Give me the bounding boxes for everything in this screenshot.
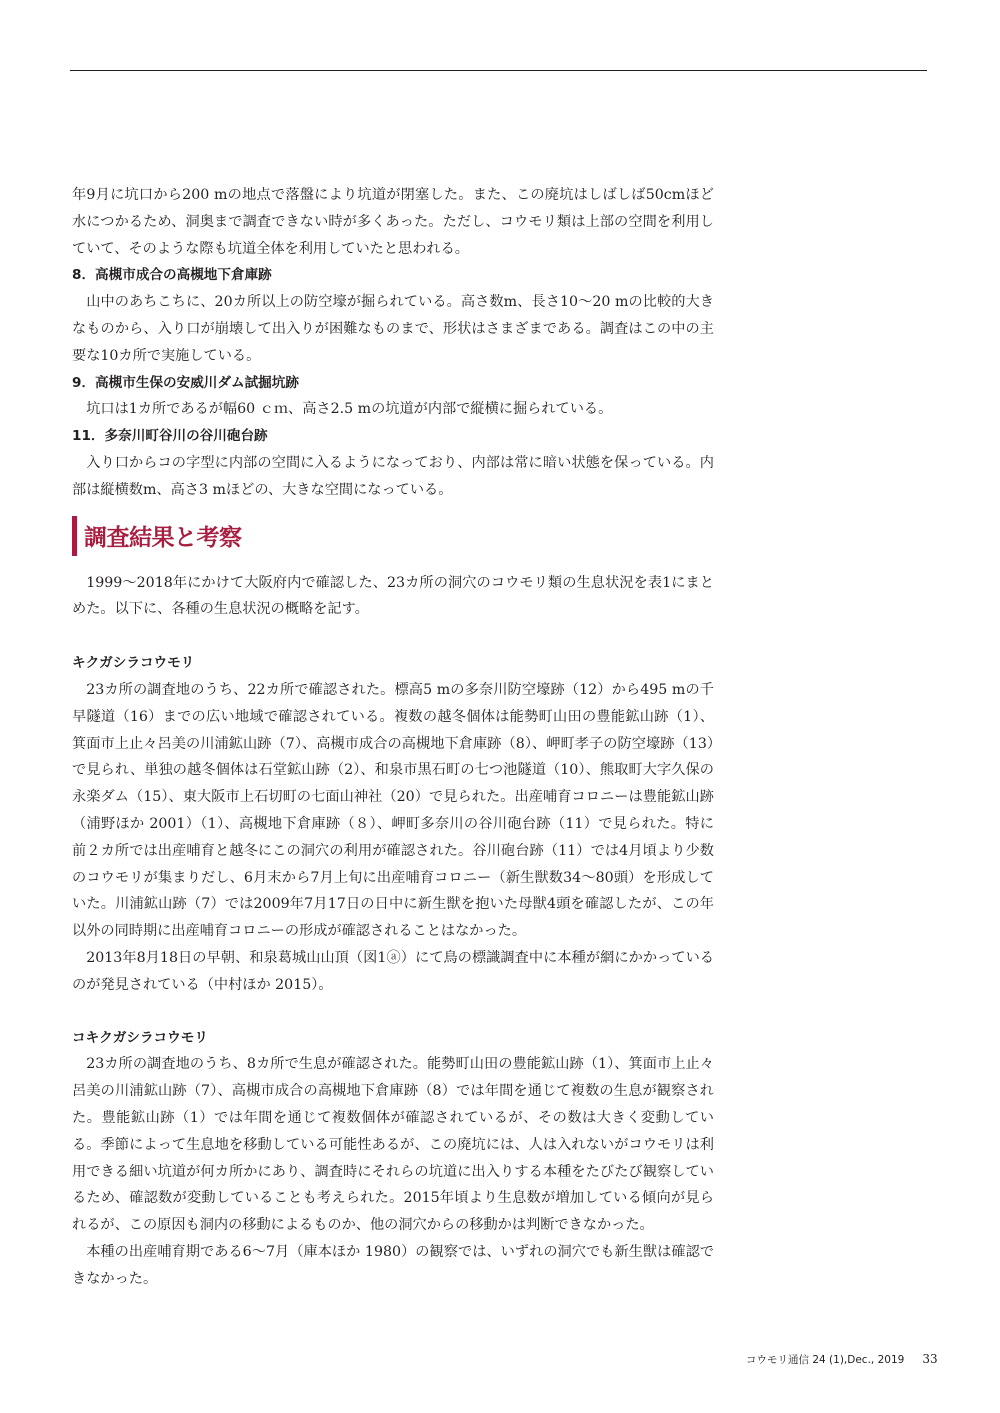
article-body <box>72 182 714 1292</box>
journal-citation: コウモリ通信 24 (1),Dec., 2019 <box>746 1354 905 1366</box>
site-text-8: 山中のあちこちに、20カ所以上の防空壕が掘られている。高さ数m、長さ10〜20 mの比較的大きなものから、入り口が崩壊して出入りが困難なものまで、形状はさまざまである。調査はこの中の主要な10カ所で実施している。 <box>72 294 715 364</box>
site-text-9: 坑口は1カ所であるが幅60 ｃｍ、高さ2.5 mの坑道が内部で縦横に掘られている。 <box>86 401 613 418</box>
species-heading-kikugashira: キクガシラコウモリ <box>72 655 195 672</box>
section-intro: 1999〜2018年にかけて大阪府内で確認した、23カ所の洞穴のコウモリ類の生息状況を表1にまとめた。以下に、各種の生息状況の概略を記す。 <box>72 574 714 618</box>
site-text-11: 入り口からコの字型に内部の空間に入るようになっており、内部は常に暗い状態を保っている。内部は縦横数m、高さ3 mほどの、大きな空間になっている。 <box>72 454 714 498</box>
section-title-text: 調査結果と考察 <box>84 525 242 552</box>
species-heading-kokikugashira: コキクガシラコウモリ <box>72 1029 208 1046</box>
species-paragraph: 23カ所の調査地のうち、22カ所で確認された。標高5 mの多奈川防空壕跡（12）から495 mの千早隧道（16）までの広い地域で確認されている。複数の越冬個体は能勢町山田の豊能鉱山跡（1）、箕面市上止々呂美の川浦鉱山跡（7）、高槻市成合の高槻地下倉庫跡（8）、岬町孝子の防空壕跡（13）で見られ、単独の越冬個体は石堂鉱山跡（2）、和泉市黒石町の七つ池隧道（10）、熊取町大字久保の永楽ダム（15）、東大阪市上石切町の七面山神社（20）で見られた。出産哺育コロニーは豊能鉱山跡（浦野ほか 2001）（1）、高槻地下倉庫跡（８）、岬町多奈川の谷川砲台跡（11）で見られた。特に前２カ所では出産哺育と越冬にこの洞穴の利用が確認された。谷川砲台跡（11）では4月頃より少数のコウモリが集まりだし、6月末から7月上旬に出産哺育コロニー（新生獣数34〜80頭）を形成していた。川浦鉱山跡（7）では2009年7月17日の日中に新生獣を抱いた母獣4頭を確認したが、この年以外の同時期に出産哺育コロニーの形成が確認されることはなかった。 <box>72 681 714 940</box>
section-title-bar <box>72 516 77 556</box>
section-title <box>72 516 714 556</box>
intro-paragraph: 年9月に坑口から200 mの地点で落盤により坑道が閉塞した。また、この廃坑はしばしば50cmほど水につかるため、洞奥まで調査できない時が多くあった。ただし、コウモリ類は上部の空間を利用していて、そのような際も坑道全体を利用していたと思われる。 <box>72 187 714 257</box>
species-paragraph: 2013年8月18日の早朝、和泉葛城山山頂（図1ⓐ）にて鳥の標識調査中に本種が網にかかっているのが発見されている（中村ほか 2015）。 <box>72 949 714 993</box>
site-heading-9: 9．高槻市生保の安威川ダム試掘坑跡 <box>72 374 299 391</box>
site-heading-8: 8．高槻市成合の高槻地下倉庫跡 <box>72 267 272 284</box>
spacer <box>72 623 714 650</box>
spacer <box>72 999 714 1025</box>
species-paragraph: 23カ所の調査地のうち、8カ所で生息が確認された。能勢町山田の豊能鉱山跡（1）、箕面市上止々呂美の川浦鉱山跡（7）、高槻市成合の高槻地下倉庫跡（8）では年間を通じて複数の生息が観察された。豊能鉱山跡（1）では年間を通じて複数個体が確認されているが、その数は大きく変動している。季節によって生息地を移動している可能性あるが、この廃坑には、人は入れないがコウモリは利用できる細い坑道が何カ所かにあり、調査時にそれらの坑道に出入りする本種をたびたび観察しているため、確認数が変動していることも考えられた。2015年頃より生息数が増加している傾向が見られるが、この原因も洞内の移動によるものか、他の洞穴からの移動かは判断できなかった。 <box>72 1056 714 1234</box>
species-paragraph: 本種の出産哺育期である6〜7月（庫本ほか 1980）の観察では、いずれの洞穴でも新生獣は確認できなかった。 <box>72 1243 714 1287</box>
header-rule <box>70 70 927 71</box>
page-number: 33 <box>922 1352 938 1366</box>
page-footer <box>746 1352 938 1367</box>
site-heading-11: 11．多奈川町谷川の谷川砲台跡 <box>72 428 268 445</box>
